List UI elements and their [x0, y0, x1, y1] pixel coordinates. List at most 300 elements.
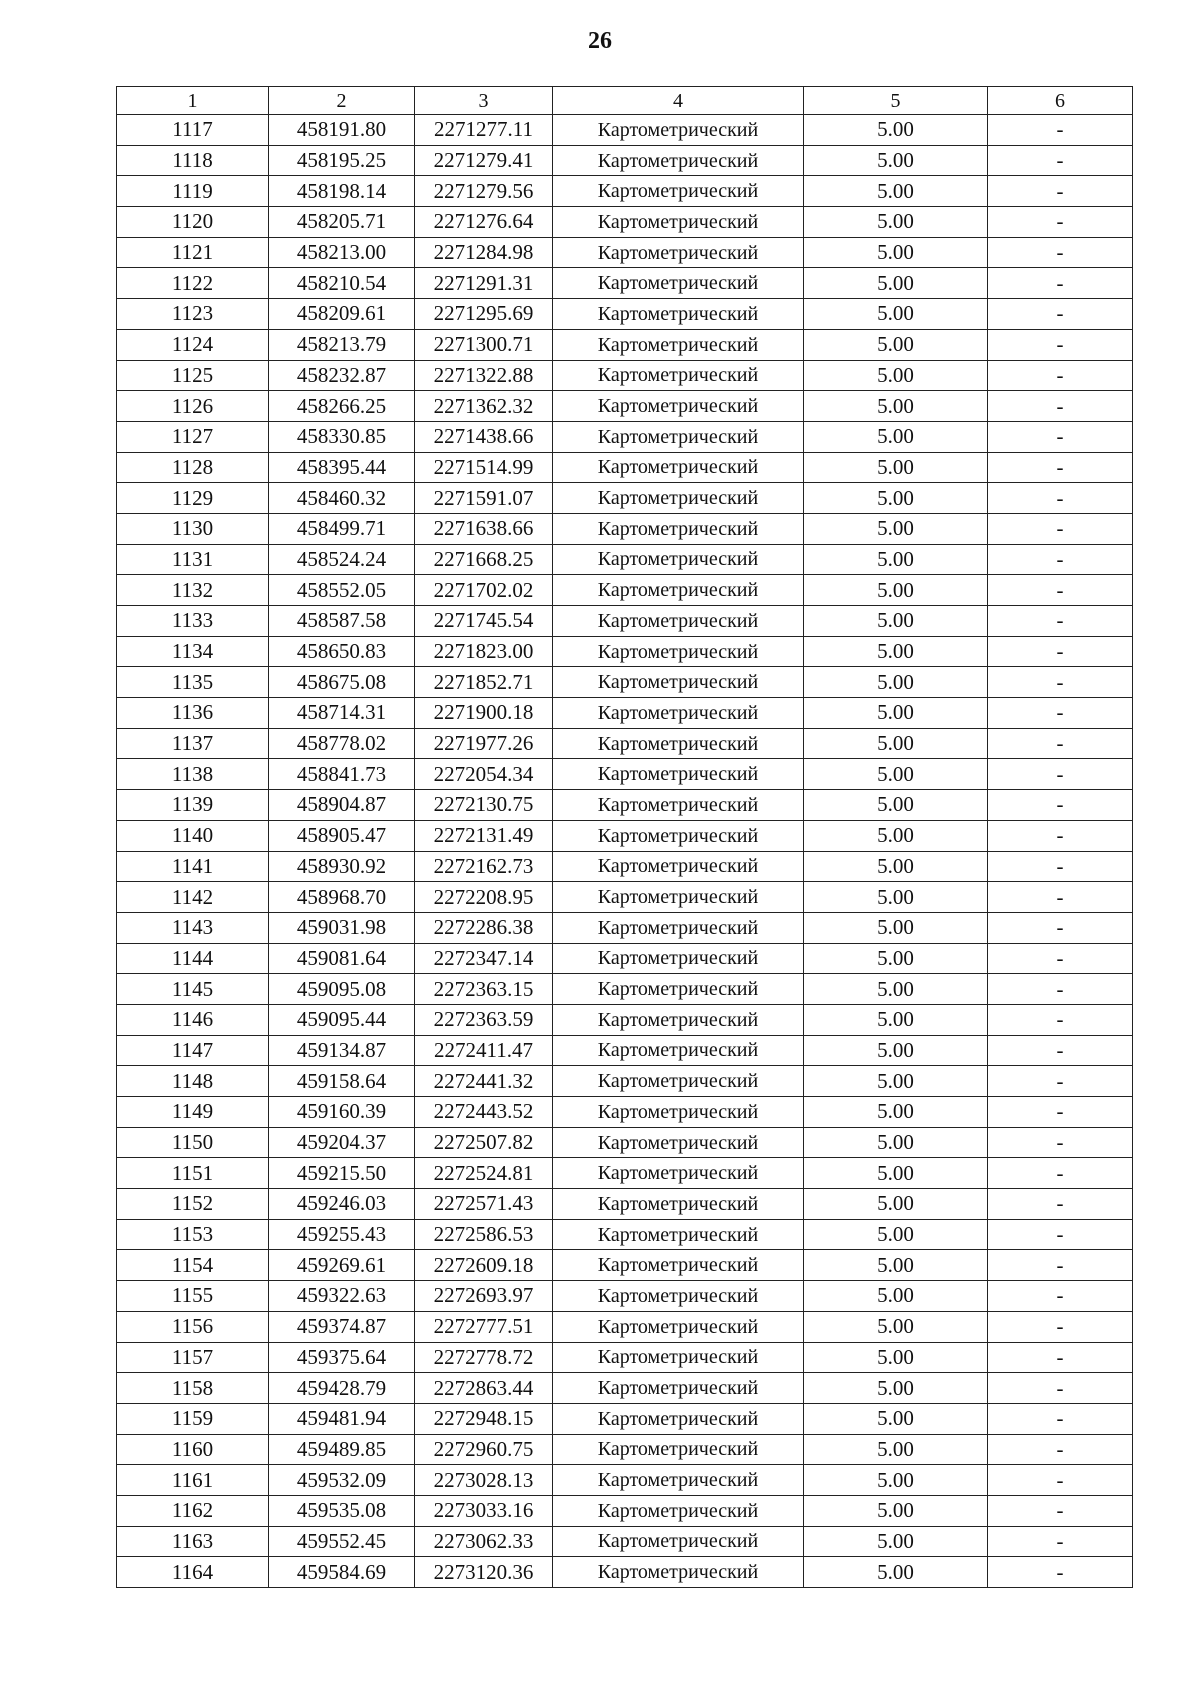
description-cell: - — [988, 606, 1133, 637]
description-cell: - — [988, 1281, 1133, 1312]
point-number-cell: 1124 — [117, 329, 269, 360]
y-coordinate-cell: 2271438.66 — [415, 421, 553, 452]
method-cell: Картометрический — [553, 1035, 804, 1066]
table-row — [117, 575, 1133, 606]
point-number-cell: 1136 — [117, 698, 269, 729]
accuracy-cell: 5.00 — [804, 145, 988, 176]
method-cell: Картометрический — [553, 1403, 804, 1434]
method-cell: Картометрический — [553, 1342, 804, 1373]
point-number-cell: 1157 — [117, 1342, 269, 1373]
x-coordinate-cell: 458968.70 — [269, 882, 415, 913]
point-number-cell: 1163 — [117, 1526, 269, 1557]
y-coordinate-cell: 2272609.18 — [415, 1250, 553, 1281]
column-header-5: 5 — [804, 87, 988, 115]
accuracy-cell: 5.00 — [804, 1465, 988, 1496]
point-number-cell: 1148 — [117, 1066, 269, 1097]
point-number-cell: 1160 — [117, 1434, 269, 1465]
description-cell: - — [988, 176, 1133, 207]
description-cell: - — [988, 1526, 1133, 1557]
y-coordinate-cell: 2273062.33 — [415, 1526, 553, 1557]
y-coordinate-cell: 2271295.69 — [415, 299, 553, 330]
y-coordinate-cell: 2271291.31 — [415, 268, 553, 299]
method-cell: Картометрический — [553, 1004, 804, 1035]
method-cell: Картометрический — [553, 145, 804, 176]
point-number-cell: 1146 — [117, 1004, 269, 1035]
point-number-cell: 1152 — [117, 1189, 269, 1220]
table-row — [117, 145, 1133, 176]
table-row — [117, 391, 1133, 422]
table-body — [117, 115, 1133, 1588]
description-cell: - — [988, 329, 1133, 360]
x-coordinate-cell: 459255.43 — [269, 1219, 415, 1250]
column-header-1: 1 — [117, 87, 269, 115]
x-coordinate-cell: 458930.92 — [269, 851, 415, 882]
accuracy-cell: 5.00 — [804, 1158, 988, 1189]
accuracy-cell: 5.00 — [804, 1035, 988, 1066]
description-cell: - — [988, 912, 1133, 943]
y-coordinate-cell: 2271977.26 — [415, 728, 553, 759]
x-coordinate-cell: 458195.25 — [269, 145, 415, 176]
y-coordinate-cell: 2272960.75 — [415, 1434, 553, 1465]
accuracy-cell: 5.00 — [804, 698, 988, 729]
description-cell: - — [988, 544, 1133, 575]
table-row — [117, 1311, 1133, 1342]
y-coordinate-cell: 2271668.25 — [415, 544, 553, 575]
table-row — [117, 176, 1133, 207]
table-row — [117, 1189, 1133, 1220]
method-cell: Картометрический — [553, 299, 804, 330]
point-number-cell: 1119 — [117, 176, 269, 207]
x-coordinate-cell: 459489.85 — [269, 1434, 415, 1465]
y-coordinate-cell: 2271900.18 — [415, 698, 553, 729]
description-cell: - — [988, 1250, 1133, 1281]
x-coordinate-cell: 459481.94 — [269, 1403, 415, 1434]
table-row — [117, 820, 1133, 851]
y-coordinate-cell: 2271279.41 — [415, 145, 553, 176]
x-coordinate-cell: 459584.69 — [269, 1557, 415, 1588]
method-cell: Картометрический — [553, 1189, 804, 1220]
description-cell: - — [988, 207, 1133, 238]
y-coordinate-cell: 2272363.59 — [415, 1004, 553, 1035]
table-row — [117, 728, 1133, 759]
point-number-cell: 1137 — [117, 728, 269, 759]
y-coordinate-cell: 2272693.97 — [415, 1281, 553, 1312]
accuracy-cell: 5.00 — [804, 1373, 988, 1404]
table-row — [117, 1004, 1133, 1035]
x-coordinate-cell: 459535.08 — [269, 1495, 415, 1526]
point-number-cell: 1117 — [117, 115, 269, 146]
description-cell: - — [988, 943, 1133, 974]
y-coordinate-cell: 2271362.32 — [415, 391, 553, 422]
x-coordinate-cell: 459532.09 — [269, 1465, 415, 1496]
accuracy-cell: 5.00 — [804, 1526, 988, 1557]
x-coordinate-cell: 458714.31 — [269, 698, 415, 729]
y-coordinate-cell: 2272130.75 — [415, 790, 553, 821]
method-cell: Картометрический — [553, 360, 804, 391]
point-number-cell: 1150 — [117, 1127, 269, 1158]
point-number-cell: 1127 — [117, 421, 269, 452]
table-header-row — [117, 87, 1133, 115]
method-cell: Картометрический — [553, 1066, 804, 1097]
table-row — [117, 698, 1133, 729]
x-coordinate-cell: 459204.37 — [269, 1127, 415, 1158]
y-coordinate-cell: 2271284.98 — [415, 237, 553, 268]
accuracy-cell: 5.00 — [804, 483, 988, 514]
x-coordinate-cell: 459322.63 — [269, 1281, 415, 1312]
y-coordinate-cell: 2272586.53 — [415, 1219, 553, 1250]
point-number-cell: 1131 — [117, 544, 269, 575]
point-number-cell: 1138 — [117, 759, 269, 790]
method-cell: Картометрический — [553, 1373, 804, 1404]
table-row — [117, 790, 1133, 821]
point-number-cell: 1141 — [117, 851, 269, 882]
method-cell: Картометрический — [553, 1434, 804, 1465]
table-row — [117, 1219, 1133, 1250]
table-row — [117, 329, 1133, 360]
y-coordinate-cell: 2271279.56 — [415, 176, 553, 207]
accuracy-cell: 5.00 — [804, 1097, 988, 1128]
y-coordinate-cell: 2272208.95 — [415, 882, 553, 913]
point-number-cell: 1154 — [117, 1250, 269, 1281]
point-number-cell: 1158 — [117, 1373, 269, 1404]
method-cell: Картометрический — [553, 544, 804, 575]
table-row — [117, 207, 1133, 238]
table-row — [117, 452, 1133, 483]
method-cell: Картометрический — [553, 483, 804, 514]
x-coordinate-cell: 458213.00 — [269, 237, 415, 268]
coordinates-table — [116, 86, 1133, 1588]
table-row — [117, 1158, 1133, 1189]
method-cell: Картометрический — [553, 1127, 804, 1158]
y-coordinate-cell: 2272054.34 — [415, 759, 553, 790]
description-cell: - — [988, 1189, 1133, 1220]
point-number-cell: 1156 — [117, 1311, 269, 1342]
description-cell: - — [988, 268, 1133, 299]
y-coordinate-cell: 2272347.14 — [415, 943, 553, 974]
y-coordinate-cell: 2271852.71 — [415, 667, 553, 698]
description-cell: - — [988, 1219, 1133, 1250]
accuracy-cell: 5.00 — [804, 759, 988, 790]
method-cell: Картометрический — [553, 1219, 804, 1250]
method-cell: Картометрический — [553, 1526, 804, 1557]
x-coordinate-cell: 459081.64 — [269, 943, 415, 974]
table-row — [117, 912, 1133, 943]
table-row — [117, 636, 1133, 667]
x-coordinate-cell: 458395.44 — [269, 452, 415, 483]
table-row — [117, 1127, 1133, 1158]
table-row — [117, 1035, 1133, 1066]
accuracy-cell: 5.00 — [804, 1250, 988, 1281]
x-coordinate-cell: 459246.03 — [269, 1189, 415, 1220]
y-coordinate-cell: 2271276.64 — [415, 207, 553, 238]
point-number-cell: 1130 — [117, 513, 269, 544]
point-number-cell: 1143 — [117, 912, 269, 943]
accuracy-cell: 5.00 — [804, 268, 988, 299]
method-cell: Картометрический — [553, 237, 804, 268]
y-coordinate-cell: 2272524.81 — [415, 1158, 553, 1189]
method-cell: Картометрический — [553, 452, 804, 483]
method-cell: Картометрический — [553, 606, 804, 637]
x-coordinate-cell: 459158.64 — [269, 1066, 415, 1097]
method-cell: Картометрический — [553, 176, 804, 207]
description-cell: - — [988, 728, 1133, 759]
y-coordinate-cell: 2272777.51 — [415, 1311, 553, 1342]
x-coordinate-cell: 458266.25 — [269, 391, 415, 422]
y-coordinate-cell: 2271277.11 — [415, 115, 553, 146]
description-cell: - — [988, 1373, 1133, 1404]
method-cell: Картометрический — [553, 1281, 804, 1312]
x-coordinate-cell: 459215.50 — [269, 1158, 415, 1189]
table-row — [117, 1097, 1133, 1128]
x-coordinate-cell: 458904.87 — [269, 790, 415, 821]
accuracy-cell: 5.00 — [804, 1311, 988, 1342]
point-number-cell: 1133 — [117, 606, 269, 637]
y-coordinate-cell: 2272507.82 — [415, 1127, 553, 1158]
method-cell: Картометрический — [553, 974, 804, 1005]
accuracy-cell: 5.00 — [804, 728, 988, 759]
accuracy-cell: 5.00 — [804, 544, 988, 575]
description-cell: - — [988, 820, 1133, 851]
description-cell: - — [988, 1066, 1133, 1097]
method-cell: Картометрический — [553, 790, 804, 821]
x-coordinate-cell: 458198.14 — [269, 176, 415, 207]
accuracy-cell: 5.00 — [804, 1281, 988, 1312]
description-cell: - — [988, 882, 1133, 913]
description-cell: - — [988, 790, 1133, 821]
point-number-cell: 1164 — [117, 1557, 269, 1588]
y-coordinate-cell: 2273033.16 — [415, 1495, 553, 1526]
method-cell: Картометрический — [553, 636, 804, 667]
y-coordinate-cell: 2273028.13 — [415, 1465, 553, 1496]
column-header-6: 6 — [988, 87, 1133, 115]
description-cell: - — [988, 1403, 1133, 1434]
accuracy-cell: 5.00 — [804, 636, 988, 667]
method-cell: Картометрический — [553, 513, 804, 544]
y-coordinate-cell: 2271823.00 — [415, 636, 553, 667]
accuracy-cell: 5.00 — [804, 1434, 988, 1465]
method-cell: Картометрический — [553, 207, 804, 238]
description-cell: - — [988, 391, 1133, 422]
description-cell: - — [988, 575, 1133, 606]
method-cell: Картометрический — [553, 1465, 804, 1496]
point-number-cell: 1161 — [117, 1465, 269, 1496]
table-row — [117, 483, 1133, 514]
table-row — [117, 1342, 1133, 1373]
description-cell: - — [988, 115, 1133, 146]
table-row — [117, 974, 1133, 1005]
method-cell: Картометрический — [553, 1158, 804, 1189]
table-row — [117, 943, 1133, 974]
point-number-cell: 1149 — [117, 1097, 269, 1128]
table-row — [117, 1281, 1133, 1312]
point-number-cell: 1134 — [117, 636, 269, 667]
description-cell: - — [988, 851, 1133, 882]
description-cell: - — [988, 483, 1133, 514]
point-number-cell: 1121 — [117, 237, 269, 268]
description-cell: - — [988, 452, 1133, 483]
description-cell: - — [988, 1158, 1133, 1189]
y-coordinate-cell: 2272363.15 — [415, 974, 553, 1005]
table-row — [117, 851, 1133, 882]
method-cell: Картометрический — [553, 667, 804, 698]
y-coordinate-cell: 2272131.49 — [415, 820, 553, 851]
method-cell: Картометрический — [553, 698, 804, 729]
point-number-cell: 1145 — [117, 974, 269, 1005]
accuracy-cell: 5.00 — [804, 421, 988, 452]
x-coordinate-cell: 458209.61 — [269, 299, 415, 330]
x-coordinate-cell: 458499.71 — [269, 513, 415, 544]
accuracy-cell: 5.00 — [804, 115, 988, 146]
method-cell: Картометрический — [553, 329, 804, 360]
x-coordinate-cell: 459269.61 — [269, 1250, 415, 1281]
point-number-cell: 1118 — [117, 145, 269, 176]
description-cell: - — [988, 1127, 1133, 1158]
x-coordinate-cell: 458650.83 — [269, 636, 415, 667]
y-coordinate-cell: 2271591.07 — [415, 483, 553, 514]
accuracy-cell: 5.00 — [804, 1004, 988, 1035]
y-coordinate-cell: 2271514.99 — [415, 452, 553, 483]
description-cell: - — [988, 698, 1133, 729]
accuracy-cell: 5.00 — [804, 452, 988, 483]
table-row — [117, 1373, 1133, 1404]
x-coordinate-cell: 459374.87 — [269, 1311, 415, 1342]
method-cell: Картометрический — [553, 575, 804, 606]
point-number-cell: 1126 — [117, 391, 269, 422]
description-cell: - — [988, 1465, 1133, 1496]
point-number-cell: 1142 — [117, 882, 269, 913]
table-row — [117, 299, 1133, 330]
accuracy-cell: 5.00 — [804, 1219, 988, 1250]
x-coordinate-cell: 459375.64 — [269, 1342, 415, 1373]
accuracy-cell: 5.00 — [804, 606, 988, 637]
table-row — [117, 1495, 1133, 1526]
description-cell: - — [988, 1035, 1133, 1066]
y-coordinate-cell: 2272411.47 — [415, 1035, 553, 1066]
accuracy-cell: 5.00 — [804, 790, 988, 821]
accuracy-cell: 5.00 — [804, 1127, 988, 1158]
method-cell: Картометрический — [553, 115, 804, 146]
x-coordinate-cell: 458675.08 — [269, 667, 415, 698]
description-cell: - — [988, 1097, 1133, 1128]
accuracy-cell: 5.00 — [804, 1066, 988, 1097]
accuracy-cell: 5.00 — [804, 882, 988, 913]
x-coordinate-cell: 458205.71 — [269, 207, 415, 238]
table-row — [117, 1250, 1133, 1281]
point-number-cell: 1123 — [117, 299, 269, 330]
y-coordinate-cell: 2272162.73 — [415, 851, 553, 882]
y-coordinate-cell: 2272286.38 — [415, 912, 553, 943]
description-cell: - — [988, 513, 1133, 544]
x-coordinate-cell: 458552.05 — [269, 575, 415, 606]
point-number-cell: 1162 — [117, 1495, 269, 1526]
x-coordinate-cell: 458213.79 — [269, 329, 415, 360]
table-row — [117, 1465, 1133, 1496]
table-row — [117, 1526, 1133, 1557]
point-number-cell: 1153 — [117, 1219, 269, 1250]
table-row — [117, 1403, 1133, 1434]
method-cell: Картометрический — [553, 851, 804, 882]
description-cell: - — [988, 667, 1133, 698]
accuracy-cell: 5.00 — [804, 575, 988, 606]
table-row — [117, 513, 1133, 544]
method-cell: Картометрический — [553, 728, 804, 759]
point-number-cell: 1159 — [117, 1403, 269, 1434]
x-coordinate-cell: 459160.39 — [269, 1097, 415, 1128]
method-cell: Картометрический — [553, 943, 804, 974]
table-row — [117, 268, 1133, 299]
description-cell: - — [988, 421, 1133, 452]
x-coordinate-cell: 458524.24 — [269, 544, 415, 575]
method-cell: Картометрический — [553, 1097, 804, 1128]
x-coordinate-cell: 458460.32 — [269, 483, 415, 514]
method-cell: Картометрический — [553, 1311, 804, 1342]
accuracy-cell: 5.00 — [804, 360, 988, 391]
y-coordinate-cell: 2272948.15 — [415, 1403, 553, 1434]
description-cell: - — [988, 1004, 1133, 1035]
x-coordinate-cell: 458905.47 — [269, 820, 415, 851]
point-number-cell: 1155 — [117, 1281, 269, 1312]
description-cell: - — [988, 1434, 1133, 1465]
accuracy-cell: 5.00 — [804, 1189, 988, 1220]
description-cell: - — [988, 974, 1133, 1005]
method-cell: Картометрический — [553, 1250, 804, 1281]
accuracy-cell: 5.00 — [804, 851, 988, 882]
point-number-cell: 1147 — [117, 1035, 269, 1066]
y-coordinate-cell: 2272778.72 — [415, 1342, 553, 1373]
x-coordinate-cell: 458587.58 — [269, 606, 415, 637]
point-number-cell: 1151 — [117, 1158, 269, 1189]
y-coordinate-cell: 2272441.32 — [415, 1066, 553, 1097]
x-coordinate-cell: 458841.73 — [269, 759, 415, 790]
accuracy-cell: 5.00 — [804, 820, 988, 851]
description-cell: - — [988, 360, 1133, 391]
column-header-4: 4 — [553, 87, 804, 115]
description-cell: - — [988, 759, 1133, 790]
table-row — [117, 1066, 1133, 1097]
method-cell: Картометрический — [553, 268, 804, 299]
point-number-cell: 1128 — [117, 452, 269, 483]
accuracy-cell: 5.00 — [804, 237, 988, 268]
table-row — [117, 1557, 1133, 1588]
column-header-2: 2 — [269, 87, 415, 115]
description-cell: - — [988, 145, 1133, 176]
description-cell: - — [988, 299, 1133, 330]
point-number-cell: 1132 — [117, 575, 269, 606]
y-coordinate-cell: 2272571.43 — [415, 1189, 553, 1220]
description-cell: - — [988, 1557, 1133, 1588]
method-cell: Картометрический — [553, 882, 804, 913]
column-header-3: 3 — [415, 87, 553, 115]
point-number-cell: 1139 — [117, 790, 269, 821]
table-row — [117, 1434, 1133, 1465]
y-coordinate-cell: 2273120.36 — [415, 1557, 553, 1588]
accuracy-cell: 5.00 — [804, 667, 988, 698]
accuracy-cell: 5.00 — [804, 1557, 988, 1588]
method-cell: Картометрический — [553, 391, 804, 422]
x-coordinate-cell: 458330.85 — [269, 421, 415, 452]
table-row — [117, 606, 1133, 637]
table-row — [117, 115, 1133, 146]
point-number-cell: 1122 — [117, 268, 269, 299]
x-coordinate-cell: 459428.79 — [269, 1373, 415, 1404]
table-row — [117, 237, 1133, 268]
accuracy-cell: 5.00 — [804, 513, 988, 544]
description-cell: - — [988, 1311, 1133, 1342]
point-number-cell: 1120 — [117, 207, 269, 238]
y-coordinate-cell: 2271300.71 — [415, 329, 553, 360]
page-number: 26 — [588, 28, 612, 54]
y-coordinate-cell: 2271322.88 — [415, 360, 553, 391]
